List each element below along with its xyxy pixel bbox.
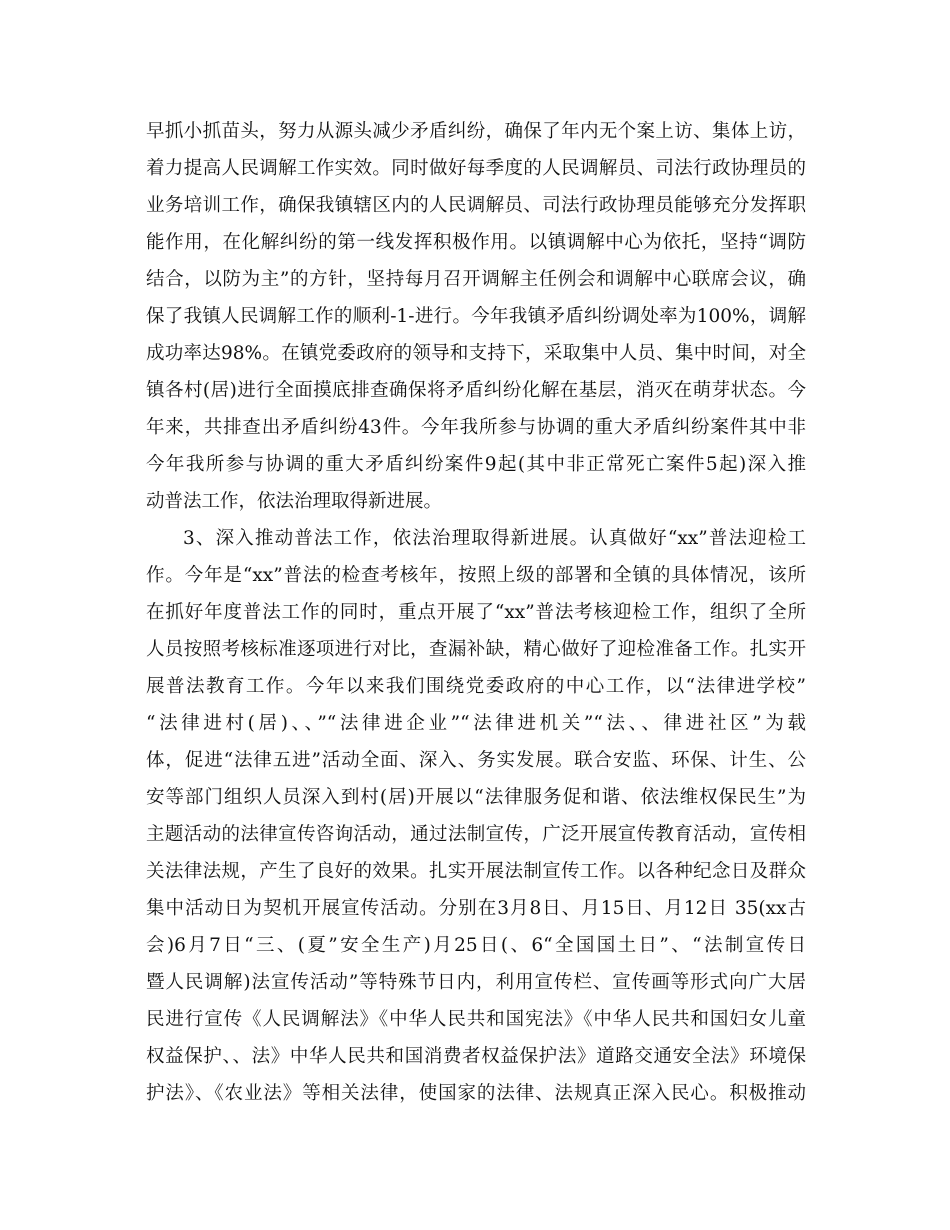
text-line: 护法》、《农业法》等相关法律，使国家的法律、法规真正深入民心。积极推动 xyxy=(146,1083,806,1104)
text-line: 成功率达98%。在镇党委政府的领导和支持下，采取集中人员、集中时间，对全 xyxy=(146,343,806,364)
text-line: 业务培训工作，确保我镇辖区内的人民调解员、司法行政协理员能够充分发挥职 xyxy=(146,195,806,216)
text-line: 能作用，在化解纠纷的第一线发挥积极作用。以镇调解中心为依托，坚持“调防 xyxy=(146,232,806,253)
text-line: 着力提高人民调解工作实效。同时做好每季度的人民调解员、司法行政协理员的 xyxy=(146,158,806,179)
text-line: 年来，共排查出矛盾纠纷43件。今年我所参与协调的重大矛盾纠纷案件其中非 xyxy=(146,417,806,438)
text-line: 民进行宣传《人民调解法》《中华人民共和国宪法》《中华人民共和国妇女儿童 xyxy=(146,1009,806,1030)
text-line: 保了我镇人民调解工作的顺利-1-进行。今年我镇矛盾纠纷调处率为100%，调解 xyxy=(146,306,806,327)
document-page xyxy=(146,113,806,1112)
paragraph-1 xyxy=(146,113,806,520)
text-line: 暨人民调解)法宣传活动”等特殊节日内，利用宣传栏、宣传画等形式向广大居 xyxy=(146,972,806,993)
text-line: 动普法工作，依法治理取得新进展。 xyxy=(146,491,443,512)
text-line: 集中活动日为契机开展宣传活动。分别在3月8日、月15日、月12日 35(xx古 xyxy=(146,898,806,919)
text-line: 结合，以防为主”的方针，坚持每月召开调解主任例会和调解中心联席会议，确 xyxy=(146,269,806,290)
text-line: 安等部门组织人员深入到村(居)开展以“法律服务促和谐、依法维权保民生”为 xyxy=(146,787,806,808)
text-line: 权益保护、、法》中华人民共和国消费者权益保护法》道路交通安全法》环境保 xyxy=(146,1046,806,1067)
text-line: 关法律法规，产生了良好的效果。扎实开展法制宣传工作。以各种纪念日及群众 xyxy=(146,861,806,882)
text-line: 体，促进“法律五进”活动全面、深入、务实发展。联合安监、环保、计生、公 xyxy=(146,750,806,771)
text-line: 展普法教育工作。今年以来我们围绕党委政府的中心工作，以“法律进学校” xyxy=(146,676,806,697)
text-line: “法律进村(居)、、”“法律进企业”“法律进机关”“法、、律进社区”为载 xyxy=(146,713,806,734)
text-line: 早抓小抓苗头，努力从源头减少矛盾纠纷，确保了年内无个案上访、集体上访， xyxy=(146,121,806,142)
text-line: 会)6月7日“三、(夏”安全生产)月25日(、6“全国国土日”、“法制宣传日 xyxy=(146,935,806,956)
text-line: 人员按照考核标准逐项进行对比，查漏补缺，精心做好了迎检准备工作。扎实开 xyxy=(146,639,806,660)
paragraph-2 xyxy=(146,520,806,1112)
text-line: 在抓好年度普法工作的同时，重点开展了“xx”普法考核迎检工作，组织了全所 xyxy=(146,602,806,623)
text-line: 主题活动的法律宣传咨询活动，通过法制宣传，广泛开展宣传教育活动，宣传相 xyxy=(146,824,806,845)
text-line: 作。今年是“xx”普法的检查考核年，按照上级的部署和全镇的具体情况，该所 xyxy=(146,565,806,586)
text-line: 3、深入推动普法工作，依法治理取得新进展。认真做好“xx”普法迎检工 xyxy=(183,528,806,549)
text-line: 镇各村(居)进行全面摸底排查确保将矛盾纠纷化解在基层，消灭在萌芽状态。今 xyxy=(146,380,806,401)
text-line: 今年我所参与协调的重大矛盾纠纷案件9起(其中非正常死亡案件5起)深入推 xyxy=(146,454,806,475)
